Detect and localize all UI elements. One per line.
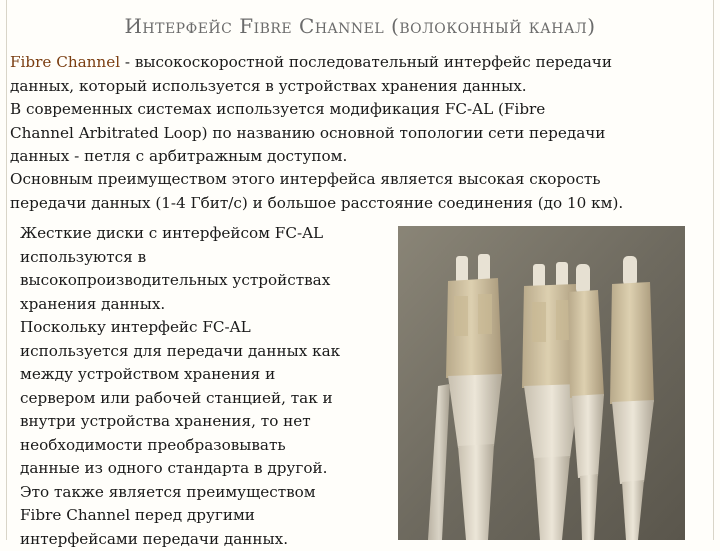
right-frame-line <box>713 0 714 540</box>
left-frame-line <box>6 0 7 540</box>
fibre-channel-term: Fibre Channel <box>10 53 121 71</box>
fibre-connectors-image <box>398 226 685 540</box>
advantage-paragraph: Основным преимуществом этого интерфейса является высокая скорость передачи данных (1-4 Гбит/с) и большое расстояние соединения (до 10 км). <box>10 170 624 212</box>
intro-text: - высокоскоростной последовательный интерфейс передачи данных, который используется в устройствах хранения данных. <box>10 53 612 95</box>
intro-paragraph <box>10 51 710 98</box>
slide-title: Интерфейс Fibre Channel (волоконный канал) <box>124 14 596 38</box>
hard-disk-paragraph: Жесткие диски с интерфейсом FC-AL используются в высокопроизводительных устройствах хранения данных. Поскольку интерфейс FC-AL используется для передачи данных как между устройством хранения и сервером или рабочей станцией, так и внутри устройства хранения, то нет необходимости преобразовывать данные из одного стандарта в другой. Это также является преимуществом Fibre Channel перед другими интерфейсами передачи данных. <box>20 224 341 548</box>
fibre-connectors-photo <box>398 226 685 540</box>
fc-al-paragraph: В современных системах используется модификация FC-AL (Fibre Channel Arbitrated Loop) по названию основной топологии сети передачи данных - петля с арбитражным доступом. <box>10 100 606 165</box>
